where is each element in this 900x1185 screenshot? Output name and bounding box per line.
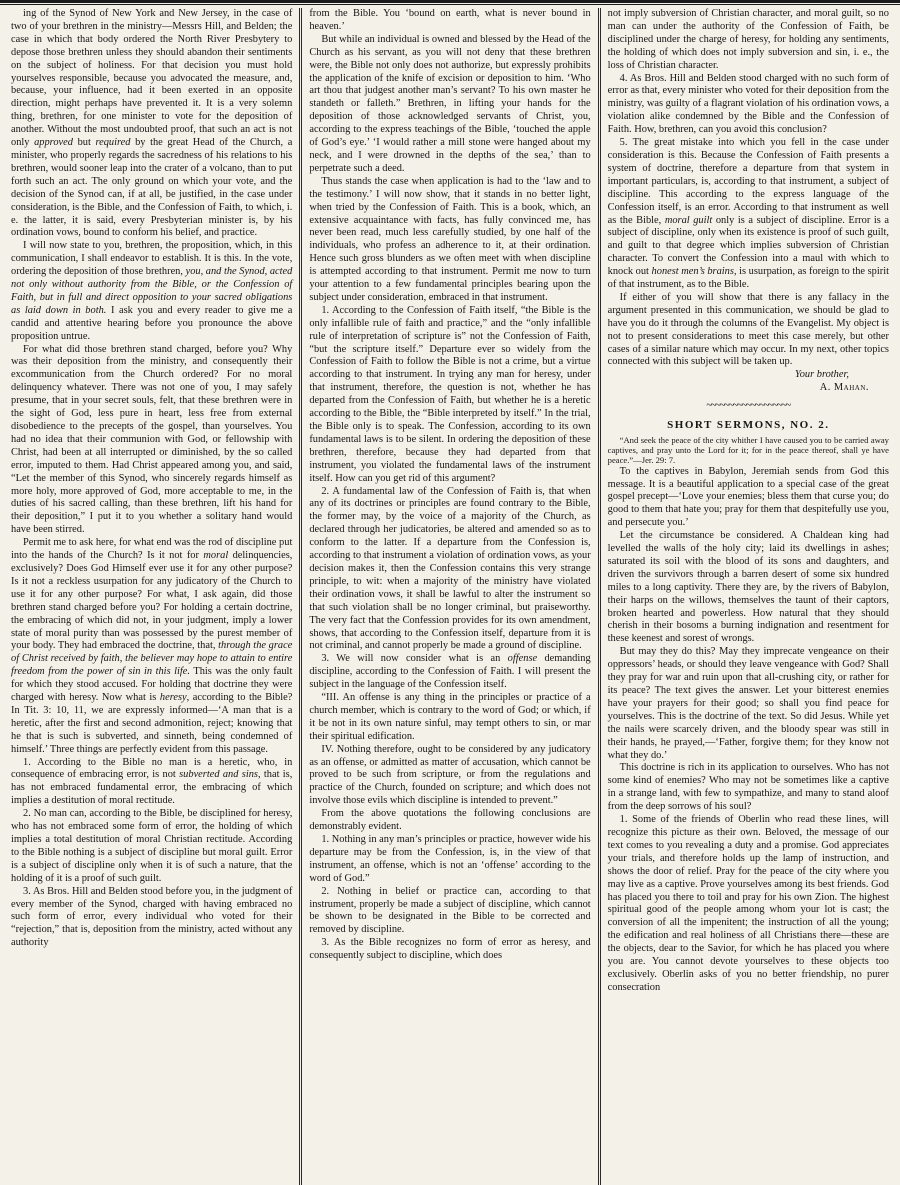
section-heading: SHORT SERMONS, NO. 2.: [667, 419, 830, 432]
text-run: Thus stands the case when application is had to the ‘law and to the testimony.’ I will now show, that it stands in no better light, when tried by the Confession of Faith. This is a book, which, an extensive acquaintance with facts, has fully convinced me, has never been read, much less carefully studied, by one half of the individuals, who profess an adherence to it, at their ordination. Hence such gross blunders as we often meet with when discipline is attempted according to that instrument. Permit me now to turn your attention to a few fundamental principles bearing upon the subject under consideration, embraced in that instrument.: [309, 175, 591, 303]
epigraph-quote: “And seek the peace of the city whither I have caused you to be carried away captives, and pray unto the Lord for it; for in the peace thereof, shall ye have peace.”—Jer. 29: 7.: [607, 435, 889, 466]
text-run: , is usurpation, as foreign to the spirit of that instrument, as to the Bible.: [607, 266, 889, 291]
emphasized-text: required: [95, 137, 131, 149]
article-paragraph: [309, 486, 590, 654]
article-paragraph: [309, 834, 590, 886]
article-paragraph: [309, 305, 590, 486]
article-paragraph: [608, 73, 889, 138]
text-run: From the above quotations the following conclusions are demonstrably evident.: [309, 808, 591, 833]
article-paragraph: [309, 692, 590, 744]
section-divider: ~~~~~~~~~~~~~~~~~~~: [706, 400, 791, 412]
article-paragraph: [11, 8, 292, 240]
text-run: delinquencies, exclusively? Does God Himself ever use it for any other purpose? Is it not a reckless usurpation for any judicatory of the Church to use it for any other purpose? For what, I ask again, did those brethren stand charged before you? For holding a certain doctrine, the embracing of which did not, in your judgment, imply a lower state of moral purity than was possessed by the purest member of your body. They had embraced the doctrine, that,: [11, 550, 293, 652]
article-paragraph: [309, 34, 590, 176]
article-paragraph: [608, 530, 889, 646]
text-run: only is a subject of discipline. Error is a subject of discipline, only when its existence is proof of such guilt, and guilt to that degree which implies subversion of Christian character. To convert the Confession into a maul with which to knock out: [607, 214, 889, 278]
article-paragraph: [11, 537, 292, 756]
text-run: 3. As Bros. Hill and Belden stood before you, in the judgment of every member of the Synod, charged with having embraced no such form of error, every individual who voted for their “rejection,” that is, deposition from the ministry, acted without any authority: [11, 885, 293, 949]
text-run: For what did those brethren stand charged, before you? Why was their deposition from the ministry, and consequently their excommunication from the Church ordered? For no moral delinquency whatever. There was not one of you, I may safely presume, that in your secret souls, felt, that these brethren were in the sight of God, less pure in heart, less free from external disobedience to the precepts of the gospel, than yourselves. You had no idea that their communion with God, or fellowship with Christ, had been at all interrupted or diminished, by the so called error, imputed to them. Had Christ appeared among you, and said, “Let the member of this Synod, who sincerely regards himself as more holy, more approved of God, more acceptable to me, in the duties of his sacred calling, than these brethren, lift his hand for their deposition,” I put it to you whether a solitary hand would have been stirred.: [11, 343, 293, 536]
text-run: But may they do this? May they imprecate vengeance on their oppressors’ heads, or should they leave vengeance with God? Shall they pray for war and ruin upon that all-crushing city, or rather for its peace? The text gives the answer. Let your bitterest enemies have your prayers for their good; so shall you find peace for yourselves. This is the doctrine of the text. So did Jesus. While yet the nails were scarcely driven, and the bloody spear was still in their hands, he prayed,—‘Father, forgive them; for they know not what they do.’: [607, 646, 889, 761]
emphasized-text: approved: [34, 137, 73, 149]
text-run: from the Bible. You ‘bound on earth, what is never bound in heaven.’: [309, 8, 591, 32]
column-3: [598, 8, 896, 1185]
text-run: 3. We will now consider what is an: [321, 653, 508, 665]
author-signature: A. Mahan.: [819, 382, 869, 394]
column-container: [4, 8, 896, 1185]
article-paragraph: [608, 137, 889, 292]
text-run: This was the only fault for which they stood accused. For holding that doctrine they were charged with heresy. Now what is: [11, 666, 293, 704]
text-run: If either of you will show that there is any fallacy in the argument presented in this communication, we should be glad to have you do it through the columns of the Evangelist. My object is not to present considerations to meet this case merely, but other cases of a similar nature which may occur. In my next, other topics connected with this subject will be taken up.: [607, 291, 889, 368]
article-paragraph: [608, 292, 889, 369]
text-run: 1. According to the Bible no man is a heretic, who, in consequence of embracing error, is not: [11, 756, 293, 781]
article-paragraph: [608, 814, 889, 995]
article-paragraph: [608, 466, 889, 531]
article-paragraph: [11, 240, 292, 343]
emphasized-text: honest men’s brains: [651, 266, 734, 278]
text-run: 1. Some of the friends of Oberlin who read these lines, will recognize this picture as their own. Beloved, the message of our text comes to you revealing a duty and a promise. God appreciates your trials, and therefore holds up the lamp of instruction, and shows the door of relief. Pray for the peace of the city where you may live as a captive. Prove yourselves among its best friends. God has placed you there to toil and pray for his own Zion. The highest spiritual good of the people among whom your lot is cast; the conversion of all the impenitent; the instruction of all the young; the edification and real holiness of all Christians there—these are the objects, dear to the Savior, for which he has placed you where you are. You cannot devote yourselves to these objects too exclusively. Oberlin asks of you no better friendship, no purer consecration: [607, 814, 889, 993]
article-paragraph: [608, 646, 889, 762]
emphasized-text: heresy: [159, 692, 187, 704]
text-run: 2. Nothing in belief or practice can, according to that instrument, properly be made a subject of discipline, which cannot be shown to be designated in the Bible to be corrected and removed by discipline.: [309, 885, 591, 936]
article-paragraph: [11, 886, 292, 951]
article-paragraph: [608, 8, 889, 73]
article-paragraph: [11, 344, 292, 538]
text-run: not imply subversion of Christian character, and moral guilt, so no man can under the authority of the Confession of Faith, be disciplined under the charge of heresy, for holding any sentiments, the holding of which does not imply subversion and sin, i. e., the loss of Christian character.: [607, 8, 889, 71]
text-run: Permit me to ask here, for what end was the rod of discipline put into the hands of the Church? Is it not for: [11, 537, 293, 562]
text-run: 2. A fundamental law of the Confession of Faith is, that when any of its doctrines or principles are found contrary to the Bible, the former may, by the voice of a majority of the Church, as declared through her judicatories, be altered and amended so as to conform to the latter. If a departure from the Confession is, according to that instrument a violation of ordination vows, as your decision makes it, then the Confession contains this very strange principle, to wit: when a majority of the ministry have violated their ordination vows, it shall be lawful to alter the instrument so that such violation shall be no longer criminal, but praiseworthy. The very fact that the Confession provides for its own amendment, shows, that according to the Confession itself, departure from it is not criminal, and cannot properly be made a ground of discipline.: [309, 485, 591, 652]
text-run: 4. As Bros. Hill and Belden stood charged with no such form of error as that, every minister who voted for their deposition from the ministry, was guilty of a flagrant violation of his ordination vows, a violation alike condemned by the Bible and the Confession of Faith. How, brethren, can you avoid this conclusion?: [607, 72, 889, 136]
article-paragraph: [608, 762, 889, 814]
emphasized-text: moral guilt: [664, 214, 713, 226]
text-run: but: [72, 137, 96, 149]
article-paragraph: [11, 757, 292, 809]
emphasized-text: moral: [203, 550, 229, 562]
text-run: Let the circumstance be considered. A Chaldean king had levelled the walls of the holy city; laid its dwellings in ashes; saturated its soil with the blood of its sons and daughters, and driven the survivors through a barren desert of some six hundred miles to a long captivity. There they are, by the rivers of Babylon, their harps on the willows, themselves the taunt of their captors, broken hearted and powerless. How natural that they should cherish in their bosoms a burning indignation and resentment for these keenest and sorest of wrongs.: [607, 530, 889, 645]
article-paragraph: [309, 176, 590, 305]
text-run: “III. An offense is any thing in the principles or practice of a church member, which is contrary to the word of God; or which, if it be not in its own nature sinful, may tempt others to sin, or mar their spiritual edification.: [309, 692, 591, 742]
text-run: This doctrine is rich in its application to ourselves. Who has not some kind of enemies? Who may not be sometimes like a captive in a strange land, with few to sympathize, and many to stand aloof from the deep sorrows of his soul?: [607, 762, 889, 813]
text-run: , that is, has not embraced fundamental error, the embracing of which implies a destitution of moral rectitude.: [11, 769, 293, 807]
text-run: 3. As the Bible recognizes no form of error as heresy, and consequently subject to discipline, which does: [309, 937, 591, 962]
closing-salutation: Your brother,: [794, 369, 849, 381]
article-paragraph: [309, 937, 590, 963]
column-1: [4, 8, 299, 1185]
text-run: 1. Nothing in any man’s principles or practice, however wide his departure may be from the Confession, is, in the view of that instrument, an offense, which is not an ‘offense’ according to the word of God.”: [309, 834, 591, 884]
text-run: I will now state to you, brethren, the proposition, which, in this communication, I shall endeavor to establish. It is this. In the vote, ordering the deposition of those brethren,: [11, 240, 293, 278]
text-run: ing of the Synod of New York and New Jersey, in the case of two of your brethren in the ministry—Messrs Hill, and Belden; the case in which that body ordered the North River Presbytery to depose those brethren unless they should abandon their sentiments on the subject of holiness. For that decision you must hold yourselves responsible, because you advocated the measure, and, because, your influence, had it been exerted in an opposite direction, might perhaps have prevented it. It is a very solemn thing, brethren, for one minister to vote for the deposition of another. Without the most undoubted proof, that such an act is not only: [11, 8, 293, 149]
masthead-rule: [0, 0, 900, 6]
column-2: [299, 8, 597, 1185]
article-paragraph: [309, 653, 590, 692]
article-paragraph: [309, 8, 590, 34]
text-run: IV. Nothing therefore, ought to be considered by any judicatory as an offense, or admitted as matter of accusation, which cannot be proved to be such from scripture, or from the regulations and practice of the Church, founded on scripture; and which does not involve those evils which discipline is intended to prevent.”: [309, 743, 591, 807]
article-paragraph: [11, 808, 292, 885]
emphasized-text: through the grace of Christ received by faith, the believer may hope to attain to entire freedom from the power of sin in this life.: [11, 640, 293, 678]
text-run: To the captives in Babylon, Jeremiah sends from God this message. It is a beautiful application to a special case of the great gospel precept—‘Love your enemies; bless them that curse you; do good to them that hate you; pray for them that despitefully use you, and persecute you.’: [607, 465, 889, 529]
article-paragraph: [309, 886, 590, 938]
text-run: 2. No man can, according to the Bible, be disciplined for heresy, who has not embraced some form of error, the holding of which implies a total destitution of moral Christian rectitude. According to the Bible nothing is a subject of discipline but moral guilt. Error is a subject of discipline only when it is of such a nature, that the holding of it is a proof of such guilt.: [11, 808, 293, 884]
article-paragraph: [309, 744, 590, 809]
emphasized-text: offense: [507, 653, 538, 665]
text-run: demanding discipline, according to the Confession of Faith. I will present the subject in the language of the Confession itself.: [309, 653, 591, 691]
article-paragraph: [309, 808, 590, 834]
text-run: by the great Head of the Church, a minister, who properly regards the sacredness of his relations to his brethren, would sooner leap into the crater of a volcano, than to put forth such an act. The only ground on which your vote, and the decision of the Synod can, if at all, be justified, in the case under consideration, is the Bible, and the Confession of Faith, to which, i. e. the latter, it is said, every Presbyterian minister is, by his ordination vows, bound to conform his belief, and practice.: [11, 137, 293, 239]
text-run: 1. According to the Confession of Faith itself, “the Bible is the only infallible rule of faith and practice,” and the “only infallible rule of interpretation of scripture is” not the Confession of Faith, “but the scripture itself.” Departure ever so widely from the Confession of Faith to follow the Bible is not a crime, but a virtue according to that instrument. In trying any man for heresy, under that instrument, therefore, the question is not, whether he has departed from the Confession of Faith, but whether he is a heretic according to the Bible, the “Bible interpreted by itself.” In the trial, the Bible only is to speak. The Confession, according to its own fundamental laws is to be silent. In ordering the deposition of these brethren, therefore, because they had departed from that instrument, you violated the fundamental laws of the instrument itself. How can you get rid of this argument?: [309, 304, 591, 484]
text-run: I ask you and every reader to give me a candid and attentive hearing before you pronounce the above proposition untrue.: [11, 304, 293, 342]
text-run: , according to the Bible? In Tit. 3: 10, 11, we are expressly informed—‘A man that is a heretic, after the first and second admonition, reject; knowing that he that is such is subverted, and sinneth, being condemned of himself.’ Three things are perfectly evident from this passage.: [11, 692, 293, 755]
text-run: But while an individual is owned and blessed by the Head of the Church as his servant, as you will not deny that these brethren were, the Bible not only does not authorize, but expressly prohibits the application of the knife of excision or deposition to him. ‘Who art thou that judgest another man’s servant? To his own master he standeth or falleth.” Brethren, in lifting your hands for the deposition of those acknowledged servants of Christ, you, according to the express teachings of the Bible, ‘touched the apple of God’s eye.’ ‘I would rather a mill stone were hanged about my neck, and I were drowned in the depths of the sea,’ than to perpetrate such a deed.: [309, 33, 591, 174]
text-run: 5. The great mistake into which you fell in the case under consideration is this. Because the Confession of Faith presents a system of doctrine, therefore a departure from that system in important particulars, is, according to that instrument, a subject of discipline. This according to the express language of the Confession itself, is an error. According to that instrument as well as the Bible,: [607, 137, 889, 226]
emphasized-text: subverted and sins: [179, 769, 258, 781]
emphasized-text: you, and the Synod, acted not only without authority from the Bible, or the Confession of Faith, but in full and direct opposition to your sacred obligations as laid down in both.: [11, 266, 293, 316]
